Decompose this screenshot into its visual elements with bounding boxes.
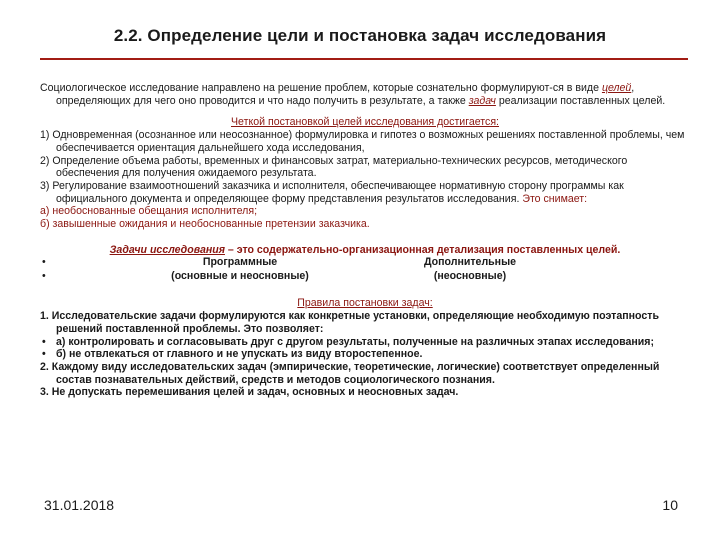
rule-1-bullet-b-text: б) не отвлекаться от главного и не упускать из виду второстепенное. [56,348,423,361]
bullet-icon: • [42,335,46,348]
task-type-program-sub: (основные и неосновные) [171,270,309,283]
rules-heading: Правила постановки задач: [297,297,433,310]
rule-2: 2. Каждому виду исследовательских задач (эмпирические, теоретические, логические) соответствует определенный состав познавательных действий, средств и методов социологического познания. [40,360,660,386]
goals-item-3 [40,180,690,205]
task-type-program: Программные [202,256,278,269]
rule-3: 3. Не допускать перемешивания целей и задач, основных и неосновных задач. [40,386,459,399]
task-type-additional-sub: (неосновные) [433,270,507,283]
task-types-row-2 [40,270,690,284]
intro-text-2: , определяющих для чего оно проводится и что надо получить в результате, а также [56,82,635,107]
intro-text-3: реализации поставленных целей. [495,94,666,107]
slide-title: 2.2. Определение цели и постановка задач исследования [113,26,607,45]
tasks-definition-term: Задачи исследования [109,243,225,256]
page-number: 10 [662,497,678,513]
bullet-icon: • [42,270,46,283]
rule-1-bullet-b [40,348,690,361]
intro-text-1: Социологическое исследование направлено на решение проблем, которые сознательно формулируют-ся в виде [40,82,602,94]
goals-heading: Четкой постановкой целей исследования достигается: [231,116,499,129]
tasks-definition-text: – это содержательно-организационная детализация поставленных целей. [224,243,621,256]
tasks-term: задач [468,94,496,107]
goals-sub-b: б) завышенные ожидания и необоснованные претензии заказчика. [40,218,370,231]
rule-1: 1. Исследовательские задачи формулируются как конкретные установки, определяющие необходимую поэтапность решений поставленной проблемы. Это позволяет: [40,310,659,335]
rule-1-bullet-a-text: а) контролировать и согласовывать друг с другом результаты, полученные на различных этапах исследования; [56,335,654,348]
task-types [40,256,690,284]
slide-body [40,82,690,399]
goals-item-1: 1) Одновременная (осознанное или неосознанное) формулировка и гипотез о возможных решениях поставленной проблемы, чем обеспечивается ориентация дальнейшего хода исследования, [40,129,685,154]
intro-paragraph [40,82,690,107]
goals-term: целей [601,82,632,94]
goals-sub-a: а) необоснованные обещания исполнителя; [40,205,258,218]
goals-item-2: 2) Определение объема работы, временных и финансовых затрат, материально-технических ресурсов, методического обеспечения для получения ожидаемого результата. [40,154,628,180]
goals-item-3-tail: Это снимает: [522,192,588,205]
title-divider [40,58,688,60]
bullet-icon: • [42,348,46,361]
footer-date: 31.01.2018 [44,497,115,513]
task-types-row-1 [40,256,690,270]
task-type-additional: Дополнительные [423,256,517,269]
tasks-definition [40,244,690,257]
rule-1-bullet-a [40,336,690,349]
bullet-icon: • [42,256,46,269]
goals-item-3-text: 3) Регулирование взаимоотношений заказчика и исполнителя, обеспечивающее нормативную сторону программы как официального документа и определяющее форму представления результатов исследования. [40,179,624,205]
